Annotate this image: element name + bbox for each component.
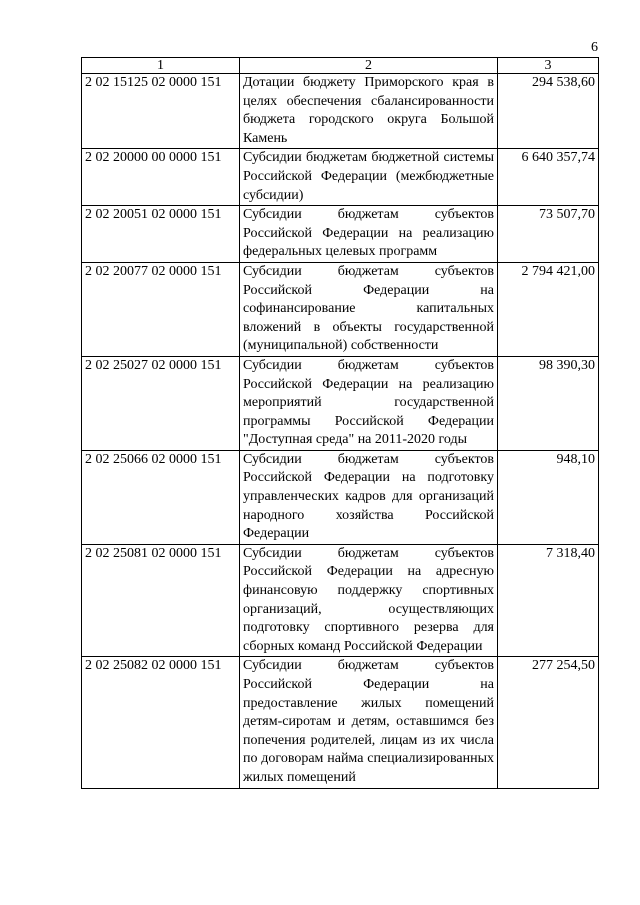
table-row bbox=[82, 149, 599, 206]
row-name: Субсидии бюджетам субъектов Российской Федерации на софинансирование капитальных вложений в объекты государственной (муниципальной) собственности bbox=[240, 262, 498, 356]
table-row bbox=[82, 544, 599, 657]
row-code: 2 02 20000 00 0000 151 bbox=[82, 149, 240, 206]
row-amount: 948,10 bbox=[498, 450, 599, 544]
table-row bbox=[82, 657, 599, 788]
page-number: 6 bbox=[591, 40, 598, 55]
table-row bbox=[82, 74, 599, 149]
row-name: Субсидии бюджетам субъектов Российской Федерации на реализацию федеральных целевых программ bbox=[240, 206, 498, 263]
row-amount: 2 794 421,00 bbox=[498, 262, 599, 356]
row-amount: 6 640 357,74 bbox=[498, 149, 599, 206]
row-amount: 98 390,30 bbox=[498, 356, 599, 450]
row-name: Субсидии бюджетам субъектов Российской Федерации на предоставление жилых помещений детям-сиротам и детям, оставшимся без попечения родителей, лицам из их числа по договорам найма специализированных жилых помещений bbox=[240, 657, 498, 788]
row-code: 2 02 25081 02 0000 151 bbox=[82, 544, 240, 657]
row-code: 2 02 25066 02 0000 151 bbox=[82, 450, 240, 544]
column-header-amount: 3 bbox=[498, 58, 599, 74]
table-row bbox=[82, 450, 599, 544]
table-header-row bbox=[82, 58, 599, 74]
row-name: Субсидии бюджетам субъектов Российской Федерации на реализацию мероприятий государственной программы Российской Федерации "Доступная среда" на 2011-2020 годы bbox=[240, 356, 498, 450]
row-name: Субсидии бюджетам субъектов Российской Федерации на подготовку управленческих кадров для организаций народного хозяйства Российской Федерации bbox=[240, 450, 498, 544]
column-header-name: 2 bbox=[240, 58, 498, 74]
row-name: Субсидии бюджетам субъектов Российской Федерации на адресную финансовую поддержку спортивных организаций, осуществляющих подготовку спортивного резерва для сборных команд Российской Федерации bbox=[240, 544, 498, 657]
row-code: 2 02 20051 02 0000 151 bbox=[82, 206, 240, 263]
row-amount: 73 507,70 bbox=[498, 206, 599, 263]
row-code: 2 02 25027 02 0000 151 bbox=[82, 356, 240, 450]
row-code: 2 02 15125 02 0000 151 bbox=[82, 74, 240, 149]
table-row bbox=[82, 262, 599, 356]
row-amount: 294 538,60 bbox=[498, 74, 599, 149]
column-header-code: 1 bbox=[82, 58, 240, 74]
row-name: Дотации бюджету Приморского края в целях обеспечения сбалансированности бюджета городского округа Большой Камень bbox=[240, 74, 498, 149]
row-code: 2 02 20077 02 0000 151 bbox=[82, 262, 240, 356]
row-amount: 277 254,50 bbox=[498, 657, 599, 788]
table-row bbox=[82, 206, 599, 263]
row-amount: 7 318,40 bbox=[498, 544, 599, 657]
table-row bbox=[82, 356, 599, 450]
budget-revenue-table bbox=[81, 57, 599, 789]
row-code: 2 02 25082 02 0000 151 bbox=[82, 657, 240, 788]
row-name: Субсидии бюджетам бюджетной системы Российской Федерации (межбюджетные субсидии) bbox=[240, 149, 498, 206]
